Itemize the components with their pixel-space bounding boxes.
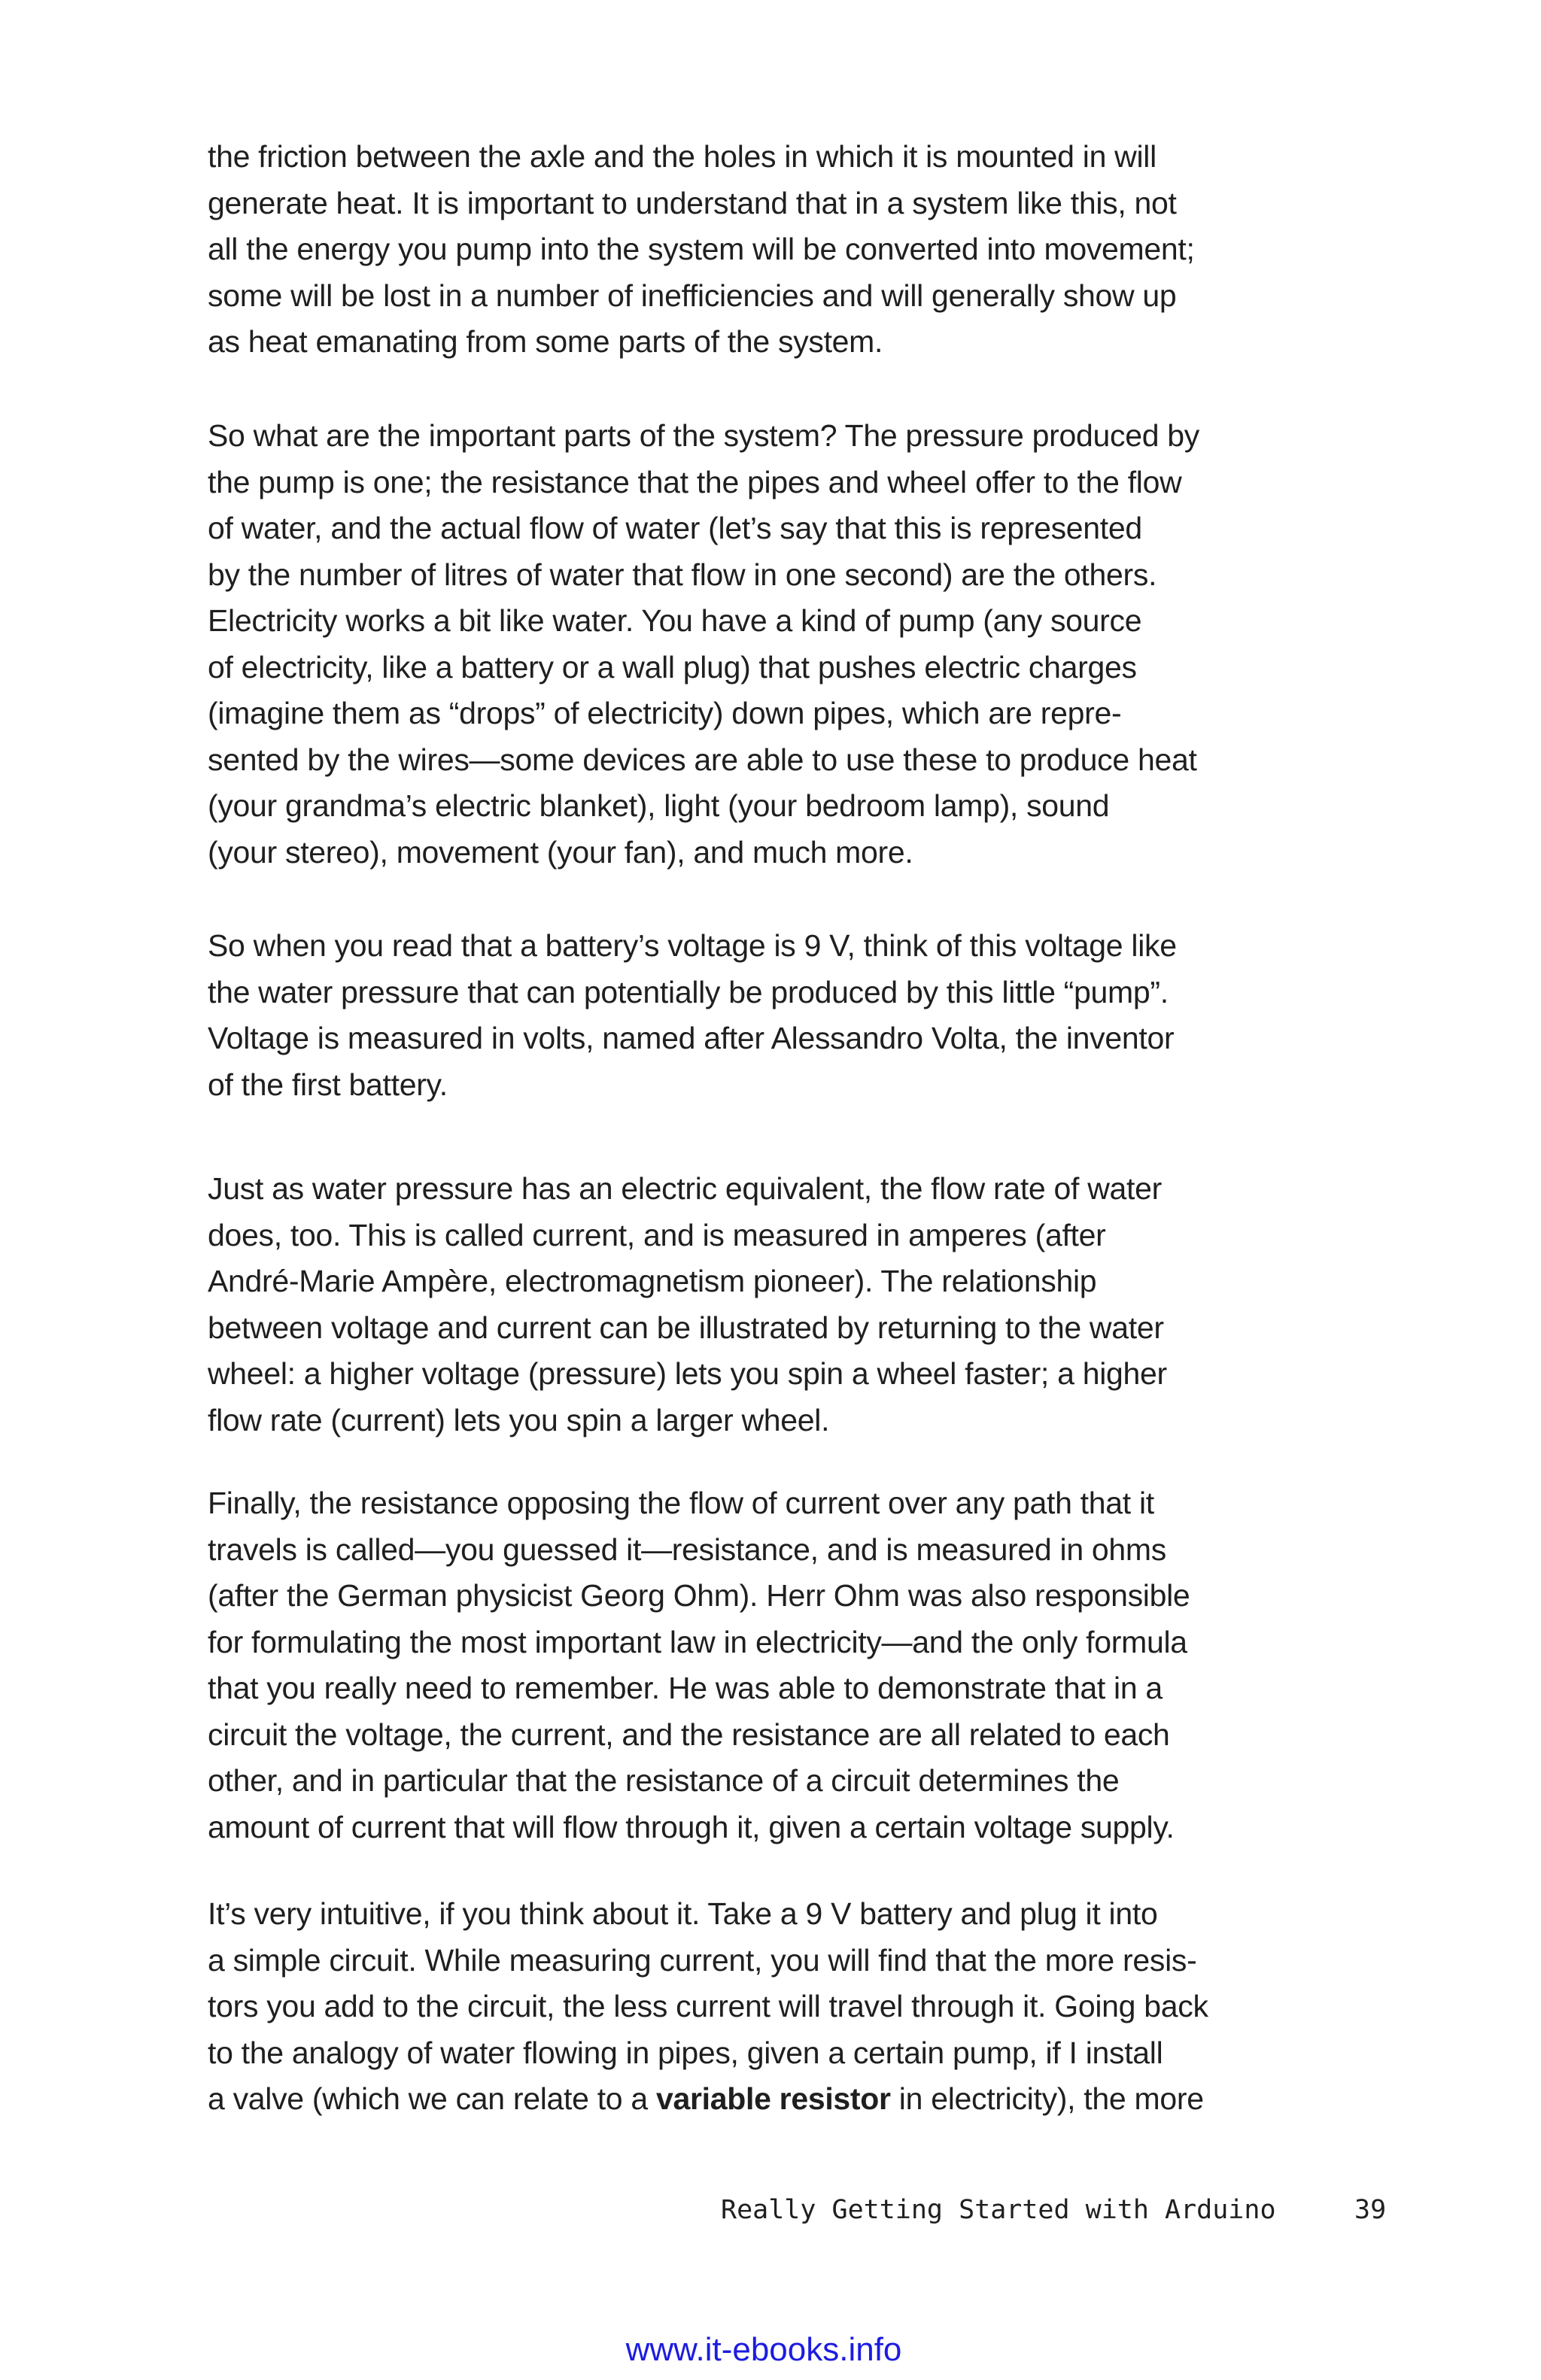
text-line: generate heat. It is important to understand that in a system like this, not	[208, 185, 1177, 220]
bold-term-variable-resistor: variable resistor	[656, 2081, 891, 2116]
paragraph-system-parts	[208, 413, 1397, 876]
text-line: some will be lost in a number of inefficiencies and will generally show up	[208, 278, 1177, 313]
text-line: between voltage and current can be illustrated by returning to the water	[208, 1310, 1164, 1345]
text-line: flow rate (current) lets you spin a larger wheel.	[208, 1402, 830, 1437]
text-line: Finally, the resistance opposing the flow of current over any path that it	[208, 1486, 1154, 1520]
text-line: the pump is one; the resistance that the pipes and wheel offer to the flow	[208, 464, 1182, 499]
text-line: other, and in particular that the resistance of a circuit determines the	[208, 1763, 1120, 1798]
text-line: So when you read that a battery’s voltage is 9 V, think of this voltage like	[208, 928, 1177, 963]
paragraph-current	[208, 1166, 1397, 1443]
text-line: Voltage is measured in volts, named after Alessandro Volta, the inventor	[208, 1021, 1175, 1055]
text-line: (imagine them as “drops” of electricity) down pipes, which are repre-	[208, 696, 1122, 730]
paragraph-voltage	[208, 923, 1397, 1108]
text-line: of electricity, like a battery or a wall plug) that pushes electric charges	[208, 649, 1137, 685]
text-segment: in electricity), the more	[890, 2081, 1204, 2116]
text-line: (your stereo), movement (your fan), and much more.	[208, 834, 913, 870]
text-line: (after the German physicist Georg Ohm). Herr Ohm was also responsible	[208, 1578, 1190, 1613]
text-line: It’s very intuitive, if you think about it. Take a 9 V battery and plug it into	[208, 1896, 1158, 1931]
text-line-with-bold-term	[208, 2076, 1397, 2123]
text-line: amount of current that will flow through it, given a certain voltage supply.	[208, 1809, 1175, 1844]
text-segment: a valve (which we can relate to a	[208, 2081, 656, 2116]
running-title: Really Getting Started with Arduino	[721, 2195, 1276, 2225]
text-line: by the number of litres of water that flow in one second) are the others.	[208, 557, 1157, 592]
text-line: that you really need to remember. He was able to demonstrate that in a	[208, 1671, 1163, 1705]
text-line: Just as water pressure has an electric equivalent, the flow rate of water	[208, 1171, 1162, 1206]
text-line: So what are the important parts of the system? The pressure produced by	[208, 418, 1199, 453]
paragraph-resistance	[208, 1480, 1397, 1850]
text-line: of the first battery.	[208, 1067, 448, 1102]
text-line: to the analogy of water flowing in pipes, given a certain pump, if I install	[208, 2035, 1163, 2070]
text-line: tors you add to the circuit, the less current will travel through it. Going back	[208, 1989, 1208, 2023]
text-line: a simple circuit. While measuring current, you will find that the more resis-	[208, 1942, 1197, 1978]
text-line: sented by the wires—some devices are able to use these to produce heat	[208, 742, 1197, 777]
text-line: for formulating the most important law in electricity—and the only formula	[208, 1624, 1187, 1659]
text-line: the friction between the axle and the holes in which it is mounted in will	[208, 139, 1157, 174]
text-line: as heat emanating from some parts of the system.	[208, 324, 883, 359]
text-line: travels is called—you guessed it—resistance, and is measured in ohms	[208, 1532, 1166, 1567]
text-line: circuit the voltage, the current, and the resistance are all related to each	[208, 1717, 1170, 1752]
text-line: (your grandma’s electric blanket), light (your bedroom lamp), sound	[208, 788, 1110, 823]
text-line: André-Marie Ampère, electromagnetism pioneer). The relationship	[208, 1264, 1097, 1298]
page-number: 39	[1354, 2195, 1387, 2225]
paragraph-friction-heat	[208, 134, 1397, 366]
text-line: all the energy you pump into the system will be converted into movement;	[208, 232, 1195, 266]
paragraph-intuition	[208, 1891, 1397, 2123]
text-line: does, too. This is called current, and is measured in amperes (after	[208, 1217, 1106, 1252]
watermark-link[interactable]: www.it-ebooks.info	[625, 2331, 902, 2368]
text-line: the water pressure that can potentially be produced by this little “pump”.	[208, 974, 1169, 1009]
text-line: of water, and the actual flow of water (let’s say that this is represented	[208, 511, 1142, 545]
text-line: wheel: a higher voltage (pressure) lets you spin a wheel faster; a higher	[208, 1356, 1167, 1391]
text-line: Electricity works a bit like water. You have a kind of pump (any source	[208, 603, 1142, 638]
